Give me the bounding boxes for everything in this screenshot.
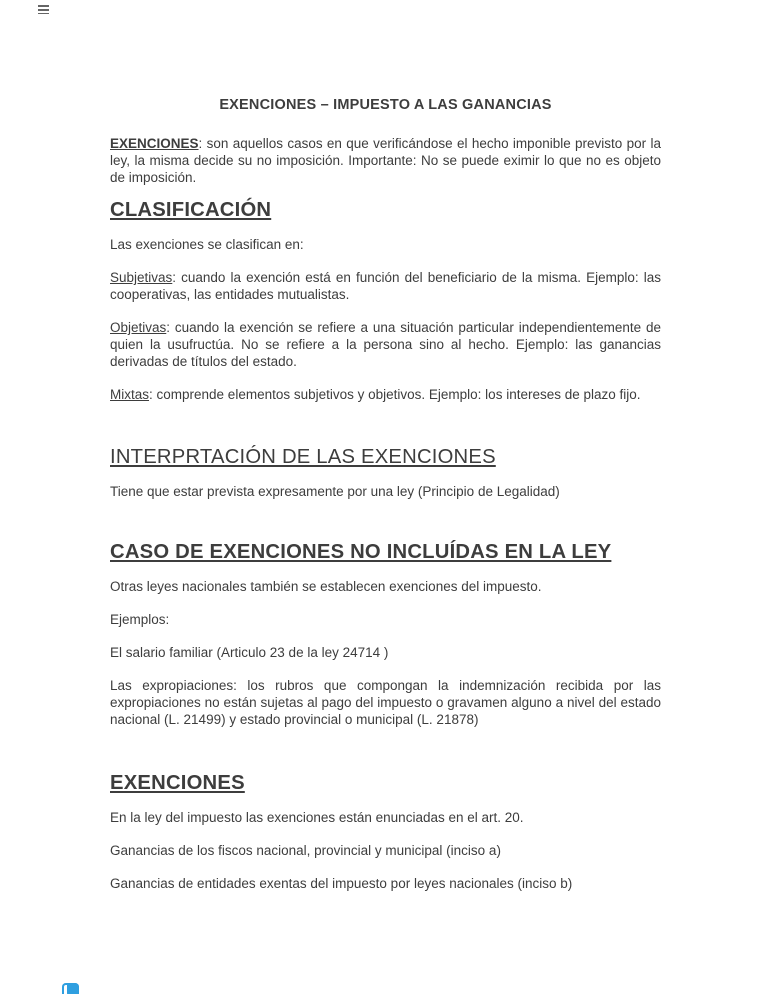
subjetivas-term: Subjetivas <box>110 270 173 285</box>
mixtas-term: Mixtas <box>110 387 150 402</box>
document-content <box>110 97 661 908</box>
interpretacion-text: Tiene que estar prevista expresamente por una ley (Principio de Legalidad) <box>110 484 560 499</box>
heading-caso-no-incluidas: CASO DE EXENCIONES NO INCLUÍDAS EN LA LEY <box>110 541 612 563</box>
watermark-logo <box>62 983 79 994</box>
exenciones-paragraph-2: Ganancias de los fiscos nacional, provincial y municipal (inciso a) <box>110 843 501 858</box>
mixtas-text: : comprende elementos subjetivos y objetivos. Ejemplo: los intereses de plazo fijo. <box>149 387 641 402</box>
definition-term: EXENCIONES <box>110 136 199 151</box>
heading-clasificacion: CLASIFICACIÓN <box>110 199 272 221</box>
definition-text: : son aquellos casos en que verificándose el hecho imponible previsto por la ley, la misma decide su no imposición. Importante: No se puede eximir lo que no es objeto de imposición. <box>110 136 661 185</box>
caso-paragraph-4: Las expropiaciones: los rubros que compongan la indemnización recibida por las expropiaciones no están sujetas al pago del impuesto o gravamen alguno a nivel del estado nacional (L. 21499) y estado provincial o municipal (L. 21878) <box>110 678 661 727</box>
document-title: EXENCIONES – IMPUESTO A LAS GANANCIAS <box>219 97 552 113</box>
subjetivas-paragraph <box>110 269 661 303</box>
objetivas-term: Objetivas <box>110 320 167 335</box>
definition-paragraph <box>110 135 661 186</box>
scan-artifact <box>38 5 49 14</box>
objetivas-paragraph <box>110 319 661 370</box>
caso-paragraph-1: Otras leyes nacionales también se establecen exenciones del impuesto. <box>110 579 542 594</box>
clasificacion-intro: Las exenciones se clasifican en: <box>110 237 304 252</box>
objetivas-text: : cuando la exención se refiere a una situación particular independientemente de quien la usufructúa. No se refiere a la persona sino al hecho. Ejemplo: las ganancias derivadas de títulos del estado. <box>110 320 661 369</box>
caso-paragraph-2: Ejemplos: <box>110 612 170 627</box>
heading-exenciones: EXENCIONES <box>110 772 245 794</box>
heading-interpretacion: INTERPRTACIÓN DE LAS EXENCIONES <box>110 446 496 468</box>
mixtas-paragraph <box>110 386 661 403</box>
exenciones-paragraph-1: En la ley del impuesto las exenciones están enunciadas en el art. 20. <box>110 810 524 825</box>
subjetivas-text: : cuando la exención está en función del beneficiario de la misma. Ejemplo: las cooperativas, las entidades mutualistas. <box>110 270 661 302</box>
caso-paragraph-3: El salario familiar (Articulo 23 de la ley 24714 ) <box>110 645 389 660</box>
exenciones-paragraph-3: Ganancias de entidades exentas del impuesto por leyes nacionales (inciso b) <box>110 876 573 891</box>
